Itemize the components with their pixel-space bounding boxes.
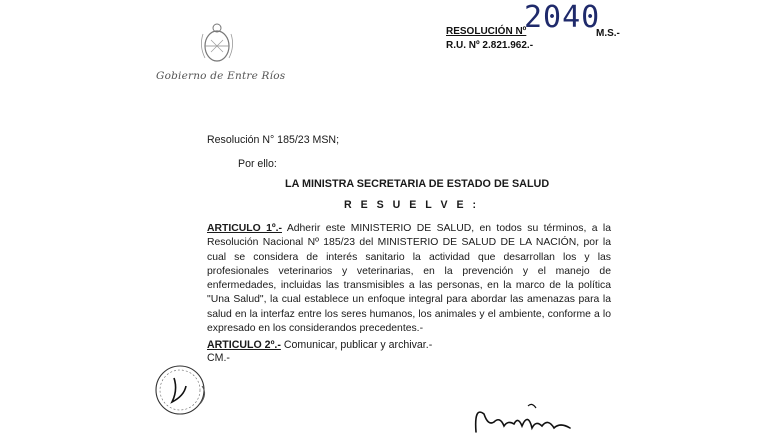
article-2-heading: ARTICULO 2º.- xyxy=(207,339,281,351)
resolution-label: RESOLUCIÓN Nº xyxy=(446,26,527,37)
resolution-number: 2040 xyxy=(524,0,601,35)
coat-of-arms-icon xyxy=(197,20,237,66)
article-1-text: Adherir este MINISTERIO DE SALUD, en todos su términos, a la Resolución Nacional Nº 185/23 del MINISTERIO DE SALUD DE LA NACIÓN, por la cual se considera de interés sanitario la actividad que desarrollan los y las profesionales veterinarios y veterinarias, en la prevención y el manejo de enfermedades, incluidas las transmisibles a las personas, en la marco de la política "Una Salud", la cual establece un enfoque integral para abordar las amenazas para la salud en la interfaz entre los seres humanos, los animales y el ambiente, conforme a lo expresado en los considerandos precedentes.- xyxy=(207,223,611,335)
resuelve-heading: R E S U E L V E : xyxy=(344,199,479,211)
ru-number: R.U. Nº 2.821.962.- xyxy=(446,40,534,51)
initials-line: CM.- xyxy=(207,352,230,364)
signature-icon xyxy=(470,392,580,440)
official-stamp-icon xyxy=(150,356,216,422)
article-1-heading: ARTICULO 1º.- xyxy=(207,223,282,234)
por-ello-line: Por ello: xyxy=(238,158,277,170)
government-name: Gobierno de Entre Ríos xyxy=(156,70,286,82)
article-1 xyxy=(207,222,611,336)
article-2 xyxy=(207,339,432,351)
resolution-suffix: M.S.- xyxy=(596,28,620,39)
authority-title: LA MINISTRA SECRETARIA DE ESTADO DE SALUD xyxy=(285,178,550,190)
reference-line: Resolución N° 185/23 MSN; xyxy=(207,134,340,146)
article-2-text: Comunicar, publicar y archivar.- xyxy=(280,339,433,351)
